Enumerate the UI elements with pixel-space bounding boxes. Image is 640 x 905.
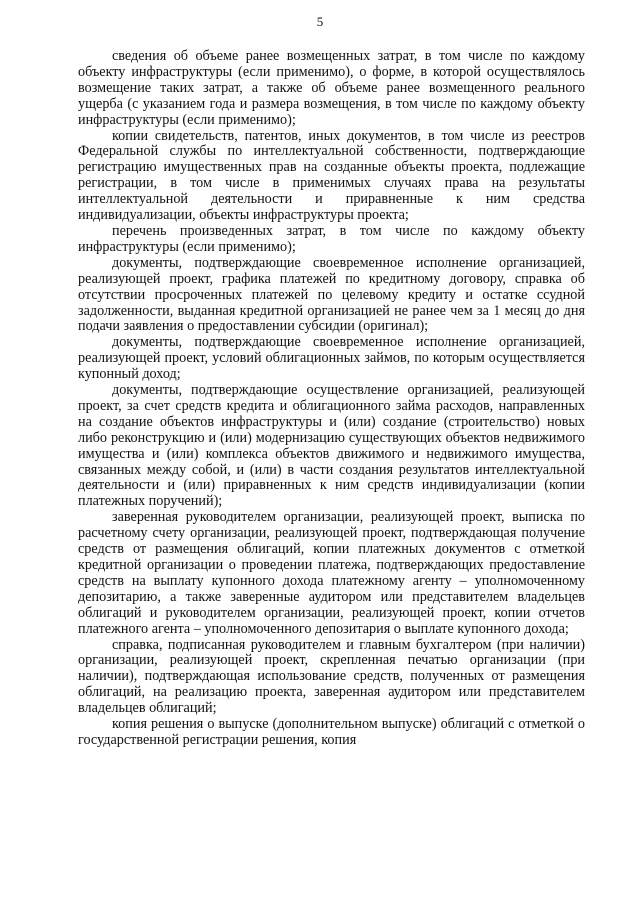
- paragraph-certificates-patents: копии свидетельств, патентов, иных документов, в том числе из реестров Федеральной службы по интеллектуальной собственности, подтверждающие регистрацию имущественных прав на созданные объекты проекта, подлежащие регистрации, в том числе в применимых случаях права на результаты интеллектуальной деятельности и приравненные к ним средства индивидуализации, объекты инфраструктуры проекта;: [78, 127, 585, 224]
- paragraph-loan-payments: документы, подтверждающие своевременное исполнение организацией, реализующей проект, графика платежей по кредитному договору, справка об отсутствии просроченных платежей по целевому кредиту и остатке ссудной задолженности, выданная кредитной организацией не ранее чем за 1 месяц до дня подачи заявления о предоставлении субсидии (оригинал);: [78, 254, 585, 335]
- paragraph-funds-usage-certificate: справка, подписанная руководителем и главным бухгалтером (при наличии) организации, реализующей проект, скрепленная печатью организации (при наличии), подтверждающая использование средств, полученных от размещения облигаций, на реализацию проекта, заверенная аудитором или представителем владельцев облигаций;: [78, 636, 585, 717]
- paragraph-expenses-confirmation: документы, подтверждающие осуществление организацией, реализующей проект, за счет средств кредита и облигационного займа расходов, направленных на создание объектов инфраструктуры и (или) создание (строительство) новых либо реконструкцию и (или) модернизацию существующих объектов недвижимого имущества и (или) комплекса объектов движимого и недвижимого имущества, связанных между собой, и (или) в части создания результатов интеллектуальной деятельности и (или) приравненных к ним средств индивидуализации (копии платежных поручений);: [78, 382, 585, 510]
- paragraph-issue-decision: копия решения о выпуске (дополнительном выпуске) облигаций с отметкой о государственной регистрации решения, копия: [78, 716, 585, 748]
- paragraph-reimbursed-costs: сведения об объеме ранее возмещенных затрат, в том числе по каждому объекту инфраструктуры (если применимо), о форме, в которой осуществлялось возмещение таких затрат, а также об объеме ранее возмещенного реального ущерба (с указанием года и размера возмещения, в том числе по каждому объекту инфраструктуры (если применимо);: [78, 48, 585, 128]
- paragraph-account-statement: заверенная руководителем организации, реализующей проект, выписка по расчетному счету организации, реализующей проект, подтверждающая получение средств от размещения облигаций, копии платежных документов с отметкой кредитной организации о проведении платежа, подтверждающих предоставление средств на выплату купонного дохода платежному агенту – уполномоченному депозитарию, а также заверенные аудитором или представителем владельцев облигаций и руководителем организации, реализующей проект, копии отчетов платежного агента – уполномоченного депозитария о выплате купонного дохода;: [78, 509, 585, 637]
- page-number: 5: [316, 14, 324, 29]
- paragraph-cost-list: перечень произведенных затрат, в том числе по каждому объекту инфраструктуры (если применимо);: [78, 222, 585, 255]
- paragraph-bond-terms: документы, подтверждающие своевременное исполнение организацией, реализующей проект, условий облигационных займов, по которым осуществляется купонный доход;: [78, 334, 585, 383]
- document-body: [78, 49, 585, 749]
